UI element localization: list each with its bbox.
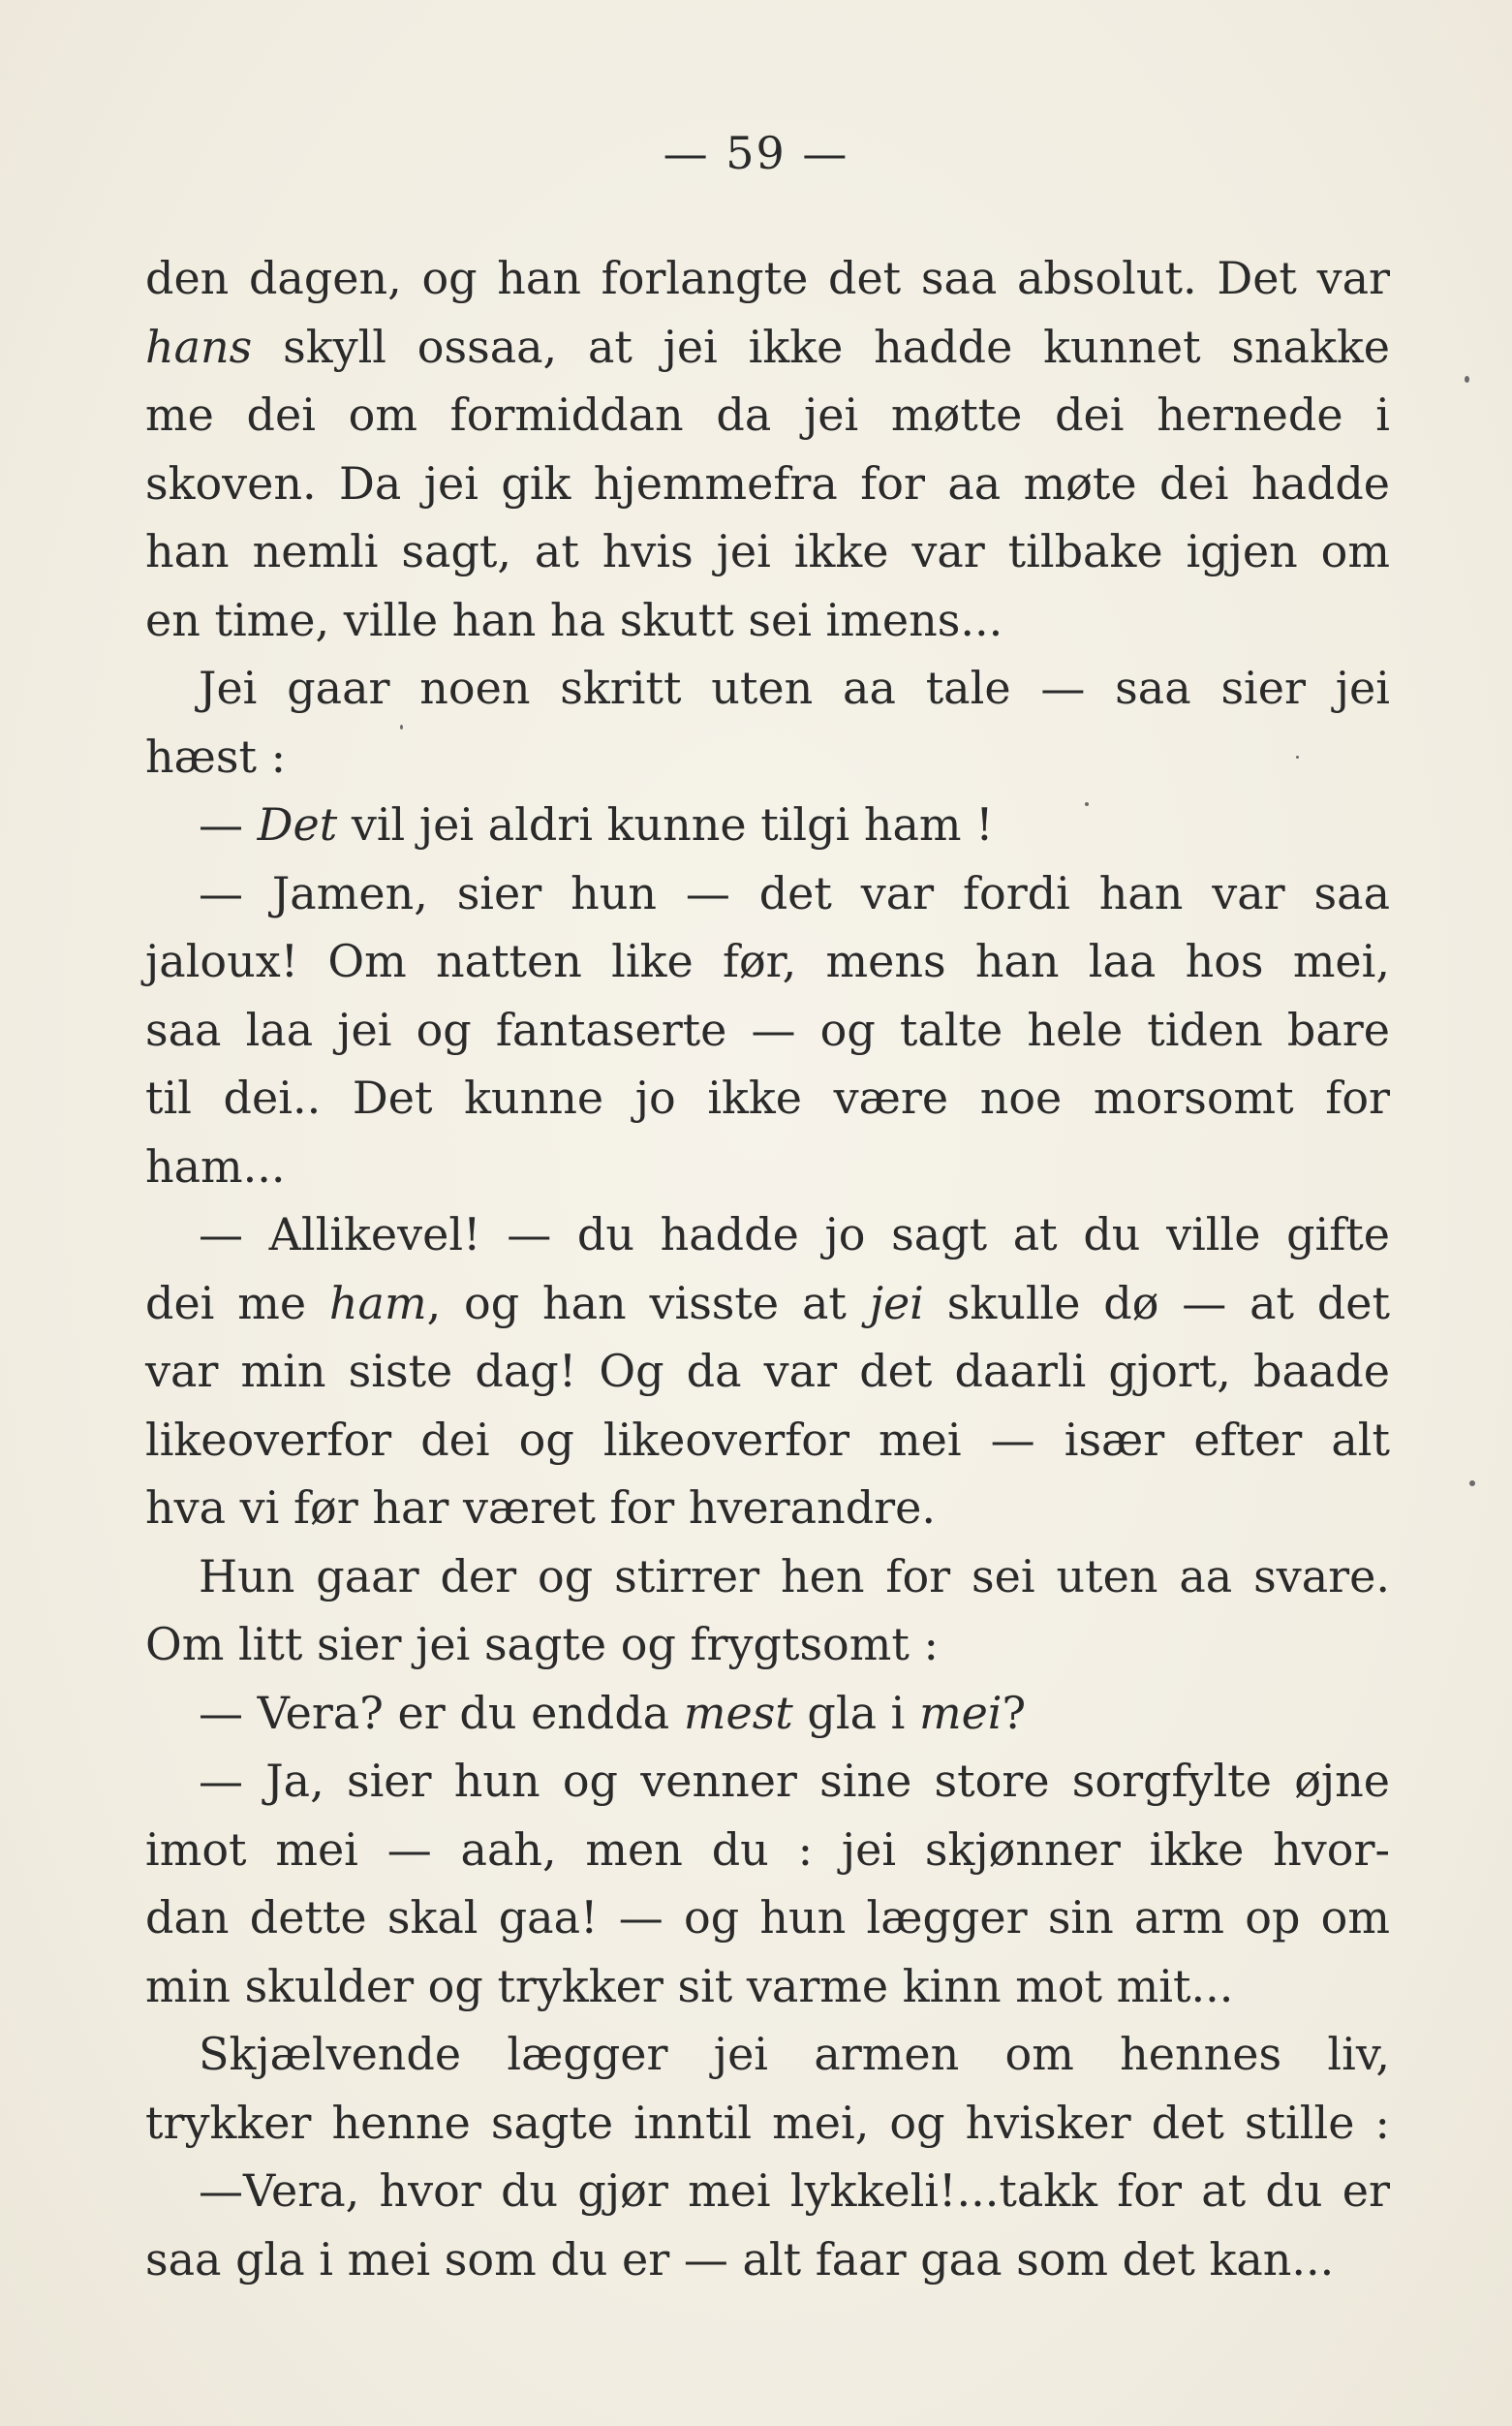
text-run: , og han visste at: [426, 1276, 870, 1329]
text-line: [145, 2225, 1390, 2294]
text-run: — Allikevel! — du hadde jo sagt at du ville gifte: [199, 1208, 1390, 1260]
text-run: skoven. Da jei gik hjemmefra for aa møte dei hadde: [145, 456, 1390, 510]
text-run: Hun gaar der og stirrer hen for sei uten aa svare.: [199, 1549, 1390, 1602]
text-line: [145, 244, 1390, 313]
page-number: — 59 —: [663, 127, 849, 179]
text-run: Jei gaar noen skritt uten aa tale — saa sier jei: [199, 662, 1390, 714]
text-run: skyll ossaa, at jei ikke hadde kunnet snakke: [252, 320, 1390, 373]
text-run: — Ja, sier hun og venner sine store sorgfylte øjne: [199, 1755, 1390, 1807]
text-line: [145, 586, 1390, 655]
text-run: dan dette skal gaa! — og hun lægger sin arm op om: [145, 1891, 1390, 1944]
text-run: hæst :: [145, 730, 287, 783]
text-line: [145, 1542, 1390, 1611]
text-run: —: [199, 798, 258, 851]
text-line: [145, 996, 1390, 1065]
text-run: Om litt sier jei sagte og frygtsomt :: [145, 1618, 939, 1670]
scan-speck: [1296, 756, 1299, 759]
italic-text: ham: [328, 1276, 427, 1329]
scan-speck: [400, 725, 403, 730]
italic-text: hans: [145, 320, 253, 373]
text-run: — Vera? er du endda: [199, 1686, 684, 1739]
text-line: [145, 723, 1390, 792]
text-line: [145, 1064, 1390, 1133]
text-run: imot mei — aah, men du : jei skjønner ikke hvor-: [145, 1822, 1390, 1876]
text-line: [145, 859, 1390, 928]
text-line: [145, 927, 1390, 996]
italic-text: jei: [869, 1276, 924, 1329]
text-line: [145, 1816, 1390, 1884]
scan-speck: [1465, 376, 1469, 383]
text-line: [145, 1610, 1390, 1679]
scan-speck: [1469, 1480, 1475, 1486]
text-line: [145, 1883, 1390, 1952]
text-run: vil jei aldri kunne tilgi ham !: [337, 798, 994, 851]
text-line: [145, 1406, 1390, 1475]
text-run: trykker henne sagte inntil mei, og hvisker det stille :: [145, 2096, 1390, 2149]
text-line: [145, 1747, 1390, 1816]
text-run: me dei om formiddan da jei møtte dei hernede i: [145, 389, 1390, 441]
text-run: var min siste dag! Og da var det daarli gjort, baade: [145, 1345, 1390, 1397]
text-run: Skjælvende lægger jei armen om hennes liv,: [199, 2028, 1390, 2080]
text-line: [145, 1269, 1390, 1338]
text-run: — Jamen, sier hun — det var fordi han var saa: [199, 866, 1390, 919]
text-run: dei me: [145, 1276, 329, 1329]
text-line: [145, 791, 1390, 859]
text-line: [145, 1474, 1390, 1542]
text-run: hva vi før har været for hverandre.: [145, 1481, 937, 1534]
text-line: [145, 1133, 1390, 1201]
text-line: [145, 381, 1390, 450]
italic-text: Det: [257, 798, 338, 851]
text-line: [145, 654, 1390, 723]
text-line: [145, 2020, 1390, 2089]
text-run: han nemli sagt, at hvis jei ikke var tilbake igjen om: [145, 525, 1390, 577]
text-run: min skulder og trykker sit varme kinn mot mit...: [145, 1959, 1234, 2012]
italic-text: mei: [918, 1686, 1003, 1739]
text-run: saa laa jei og fantaserte — og talte hele tiden bare: [145, 1003, 1390, 1056]
text-line: [145, 1679, 1390, 1748]
text-run: en time, ville han ha skutt sei imens...: [145, 593, 1003, 646]
text-run: ham...: [145, 1139, 286, 1193]
text-run: likeoverfor dei og likeoverfor mei — især efter alt: [145, 1413, 1390, 1466]
text-run: saa gla i mei som du er — alt faar gaa som det kan...: [145, 2232, 1335, 2286]
italic-text: mest: [683, 1686, 793, 1739]
scan-speck: [1085, 802, 1089, 806]
text-line: [145, 2157, 1390, 2225]
text-line: [145, 450, 1390, 518]
text-run: den dagen, og han forlangte det saa absolut. Det var: [145, 252, 1390, 304]
text-line: [145, 313, 1390, 382]
text-run: jaloux! Om natten like før, mens han laa hos mei,: [145, 935, 1390, 987]
text-run: gla i: [792, 1686, 919, 1739]
text-line: [145, 2089, 1390, 2158]
body-text: [145, 244, 1390, 2293]
text-line: [145, 1200, 1390, 1269]
text-run: ?: [1002, 1686, 1027, 1739]
text-line: [145, 517, 1390, 586]
text-line: [145, 1337, 1390, 1406]
text-run: skulle dø — at det: [923, 1276, 1390, 1329]
text-run: —Vera, hvor du gjør mei lykkeli!...takk for at du er: [199, 2164, 1390, 2217]
text-run: til dei.. Det kunne jo ikke være noe morsomt for: [145, 1072, 1390, 1124]
text-line: [145, 1952, 1390, 2021]
